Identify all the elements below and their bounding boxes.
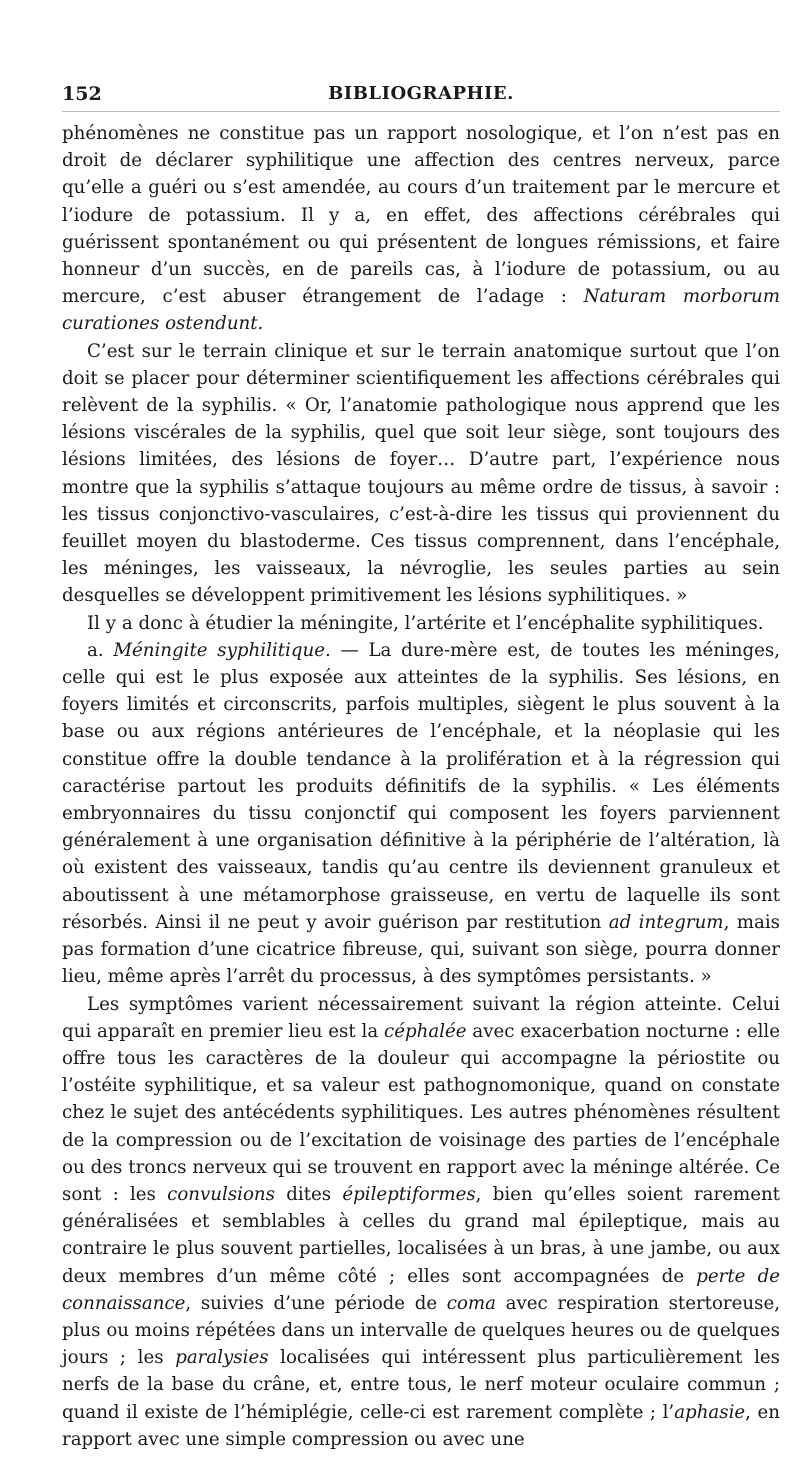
text-segment: Les symptômes varient nécessairement suivant la région atteinte. Celui qui apparaît en premier lieu est la [62, 993, 780, 1042]
text-segment: avec respiration stertoreuse, plus ou moins répétées dans un intervalle de quelques heures ou de quelques jours ; les [62, 1292, 780, 1369]
paragraph [62, 610, 780, 637]
text-segment-italic: paralysies [175, 1347, 269, 1369]
text-segment: Il y a donc à étudier la méningite, l’artérite et l’encéphalite syphilitiques. [87, 612, 764, 634]
text-segment-italic: Naturam morborum curationes ostendunt. [62, 286, 780, 335]
text-segment: avec exacerbation nocturne : elle offre tous les caractères de la douleur qui accompagne la périostite ou l’ostéite syphilitique, et sa valeur est pathognomonique, quand on constate chez le sujet des antécédents syphilitiques. Les autres phénomènes résultent de la compression ou de l’excitation de voisinage des parties de l’encéphale ou des troncs nerveux qui se trouvent en rapport avec la méninge altérée. Ce sont : les [62, 1020, 780, 1205]
text-segment-italic: ad integrum [608, 911, 724, 933]
section-title-italic: Méningite syphilitique. [113, 639, 331, 661]
text-segment: — La dure-mère est, de toutes les méninges, celle qui est le plus exposée aux atteintes de la syphilis. Ses lésions, en foyers limités et circonscrits, parfois multiples, siègent le plus souvent à la base ou aux régions antérieures de l’encéphale, et la néoplasie qui les constitue offre la double tendance à la prolifération et à la régression qui caractérise partout les produits définitifs de la syphilis. « Les éléments embryonnaires du tissu conjonctif qui composent les foyers parviennent généralement à une organisation définitive à la périphérie de l’altération, là où existent des vaisseaux, tandis qu’au centre ils deviennent granuleux et aboutissent à une métamorphose graisseuse, en vertu de laquelle ils sont résorbés. Ainsi il ne peut y avoir guérison par restitution [62, 639, 780, 933]
paragraph-symptomes [62, 991, 780, 1453]
paragraph [62, 338, 780, 610]
page-header [62, 83, 780, 112]
text-segment: phénomènes ne constitue pas un rapport nosologique, et l’on n’est pas en droit de déclarer syphilitique une affection des centres nerveux, parce qu’elle a guéri ou s’est amendée, au cours d’un traitement par le mercure et l’iodure de potassium. Il y a, en effet, des affections cérébrales qui guérissent spontanément ou qui présentent de longues rémissions, et faire honneur d’un succès, en de pareils cas, à l’iodure de potassium, ou au mercure, c’est abuser étrangement de l’adage : [62, 123, 780, 308]
text-segment: , suivies d’une période de [185, 1292, 447, 1314]
text-segment-italic: épileptiformes [342, 1183, 476, 1205]
text-segment: , en rapport avec une simple compression ou avec une [62, 1401, 780, 1450]
text-segment: , bien qu’elles soient rarement généralisées et semblables à celles du grand mal épileptique, mais au contraire le plus souvent partielles, localisées à un bras, à une jambe, ou aux deux membres d’un même côté ; elles sont accompagnées de [62, 1183, 780, 1287]
paragraph-meningite [62, 637, 780, 991]
paragraph-continued [62, 120, 780, 338]
text-segment-italic: céphalée [384, 1020, 467, 1042]
text-segment-italic: convulsions [167, 1183, 275, 1205]
text-segment: localisées qui intéressent plus particulièrement les nerfs de la base du crâne, et, entre tous, le nerf moteur oculaire commun ; quand il existe de l’hémiplégie, celle-ci est rarement complète ; l’ [62, 1347, 780, 1423]
running-head: BIBLIOGRAPHIE. [328, 83, 514, 104]
text-segment: , mais pas formation d’une cicatrice fibreuse, qui, suivant son siège, pourra donner lieu, même après l’arrêt du processus, à des symptômes persistants. » [62, 911, 780, 988]
text-segment-italic: perte de connaissance [62, 1265, 781, 1314]
text-segment: dites [274, 1183, 343, 1205]
page-number: 152 [62, 83, 102, 105]
body-text [62, 120, 780, 1453]
text-segment: C’est sur le terrain clinique et sur le terrain anatomique surtout que l’on doit se placer pour déterminer scientifiquement les affections cérébrales qui relèvent de la syphilis. « Or, l’anatomie pathologique nous apprend que les lésions viscérales de la syphilis, quel que soit leur siège, sont toujours des lésions limitées, des lésions de foyer… D’autre part, l’expérience nous montre que la syphilis s’attaque toujours au même ordre de tissus, à savoir : les tissus conjonctivo-vasculaires, c’est-à-dire les tissus qui proviennent du feuillet moyen du blastoderme. Ces tissus comprennent, dans l’encéphale, les méninges, les vaisseaux, la névroglie, les seules parties au sein desquelles se développent primitivement les lésions syphilitiques. » [62, 340, 780, 607]
text-segment-italic: coma [446, 1292, 496, 1314]
text-segment-italic: aphasie [674, 1401, 746, 1423]
text-segment: a. [87, 639, 114, 661]
